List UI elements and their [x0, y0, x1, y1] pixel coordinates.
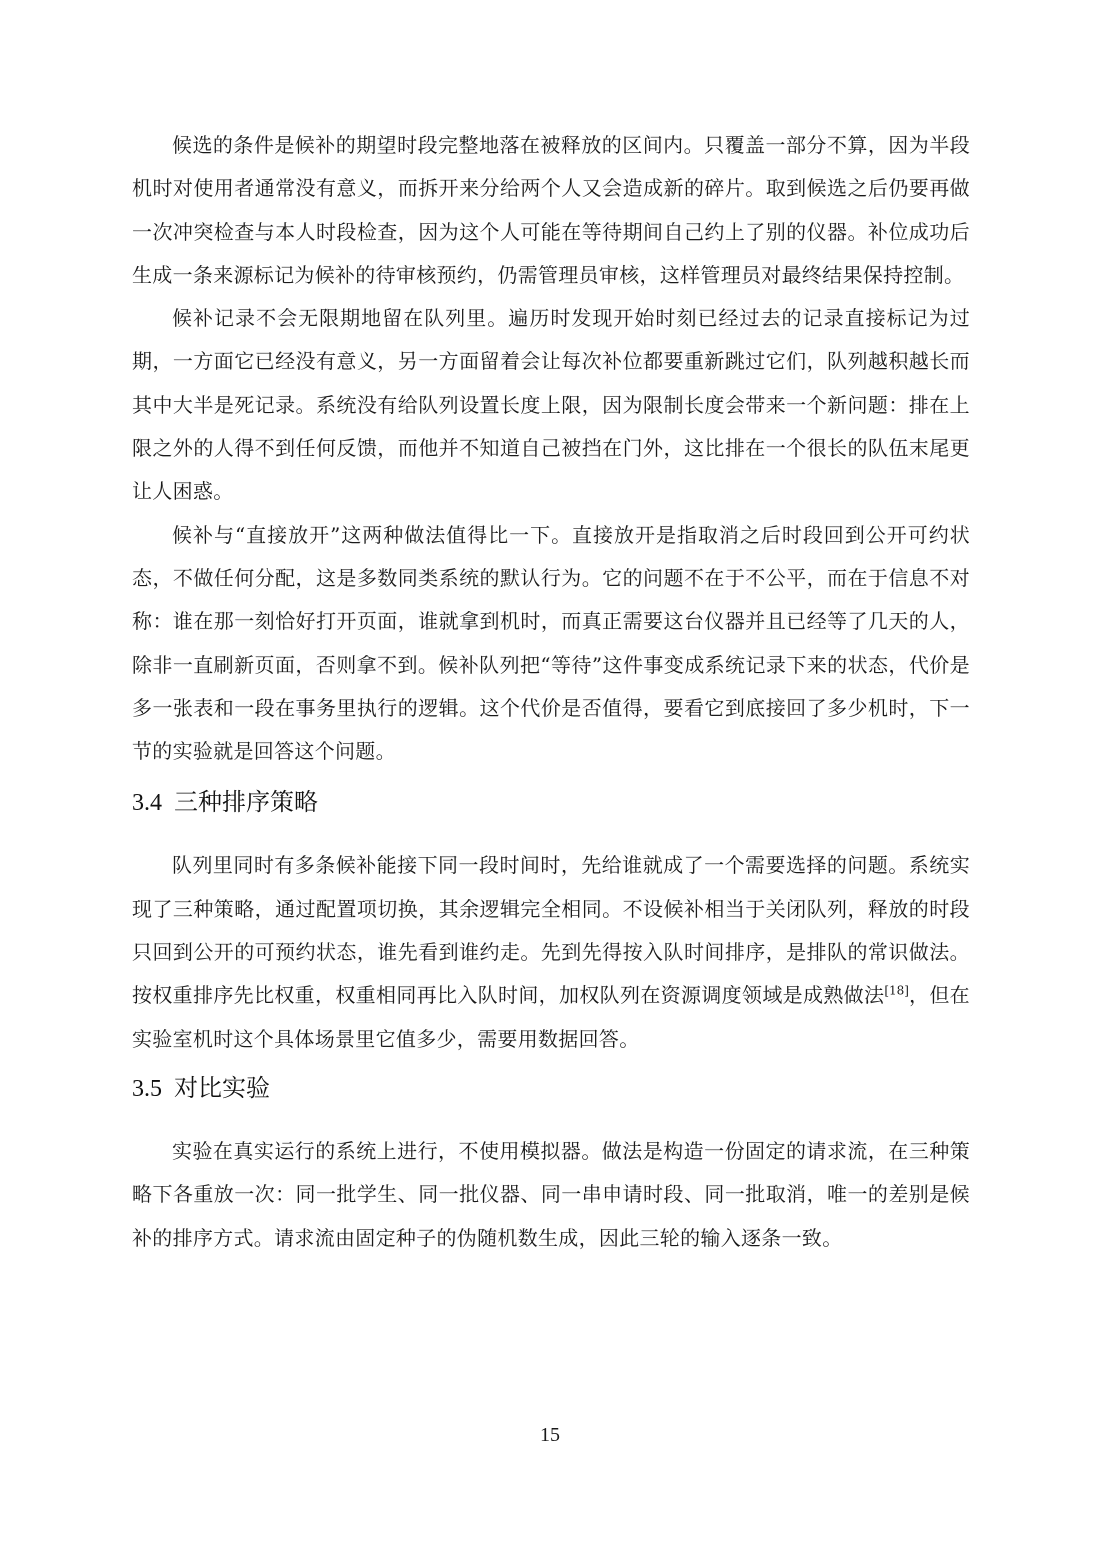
paragraph-comparison: 候补与“直接放开”这两种做法值得比一下。直接放开是指取消之后时段回到公开可约状态，不做任何分配，这是多数同类系统的默认行为。它的问题不在于不公平，而在于信息不对称：谁在那一刻恰好打开页面，谁就拿到机时，而真正需要这台仪器并且已经等了几天的人，除非一直刷新页面，否则拿不到。候补队列把“等待”这件事变成系统记录下来的状态，代价是多一张表和一段在事务里执行的逻辑。这个代价是否值得，要看它到底接回了多少机时，下一节的实验就是回答这个问题。 — [132, 522, 970, 764]
paragraph-experiment: 实验在真实运行的系统上进行，不使用模拟器。做法是构造一份固定的请求流，在三种策略下各重放一次：同一批学生、同一批仪器、同一串申请时段、同一批取消，唯一的差别是候补的排序方式。请求流由固定种子的伪随机数生成，因此三轮的输入逐条一致。 — [132, 1138, 970, 1250]
paragraph-text-continued: ，但在实验室机时这个具体场景里它值多少，需要用数据回答。 — [132, 983, 970, 1051]
section-title: 对比实验 — [174, 1073, 270, 1102]
paragraph-expiry: 候补记录不会无限期地留在队列里。遍历时发现开始时刻已经过去的记录直接标记为过期，一方面它已经没有意义，另一方面留着会让每次补位都要重新跳过它们，队列越积越长而其中大半是死记录。系统没有给队列设置长度上限，因为限制长度会带来一个新问题：排在上限之外的人得不到任何反馈，而他并不知道自己被挡在门外，这比排在一个很长的队伍末尾更让人困惑。 — [132, 306, 970, 504]
section-title: 三种排序策略 — [174, 788, 318, 817]
section-number: 3.5 — [132, 1075, 162, 1102]
paragraph-candidate-condition: 候选的条件是候补的期望时段完整地落在被释放的区间内。只覆盖一部分不算，因为半段机时对使用者通常没有意义，而拆开来分给两个人又会造成新的碎片。取到候选之后仍要再做一次冲突检查与本人时段检查，因为这个人可能在等待期间自己约上了别的仪器。补位成功后生成一条来源标记为候补的待审核预约，仍需管理员审核，这样管理员对最终结果保持控制。 — [132, 133, 970, 287]
page-number: 15 — [540, 1424, 560, 1446]
section-number: 3.4 — [132, 790, 162, 817]
section-heading-3-4 — [132, 785, 970, 820]
page-content — [132, 124, 970, 1260]
paragraph-text: 队列里同时有多条候补能接下同一段时间时，先给谁就成了一个需要选择的问题。系统实现了三种策略，通过配置项切换，其余逻辑完全相同。不设候补相当于关闭队列，释放的时段只回到公开的可预约状态，谁先看到谁约走。先到先得按入队时间排序，是排队的常识做法。按权重排序先比权重，权重相同再比入队时间，加权队列在资源调度领域是成熟做法 — [132, 853, 970, 1008]
paragraph-sorting-strategies — [132, 844, 970, 1060]
section-heading-3-5 — [132, 1071, 970, 1106]
citation-reference: [18] — [884, 983, 909, 998]
